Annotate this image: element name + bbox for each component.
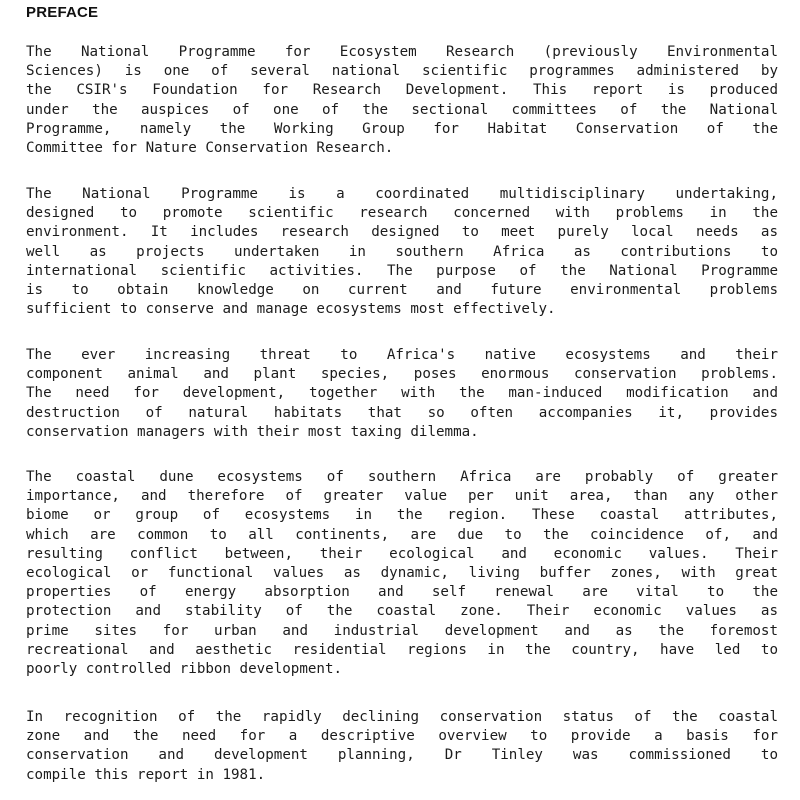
paragraph-line: conservation managers with their most taxing dilemma. <box>26 423 479 440</box>
paragraph-line: sufficient to conserve and manage ecosystems most effectively. <box>26 301 556 318</box>
paragraph-3 <box>26 346 778 442</box>
paragraph-line: importance, and therefore of greater value per unit area, than any other <box>26 488 778 505</box>
paragraph-line: biome or group of ecosystems in the region. These coastal attributes, <box>26 507 778 524</box>
paragraph-line: conservation and development planning, Dr Tinley was commissioned to <box>26 747 778 764</box>
paragraph-line: In recognition of the rapidly declining conservation status of the coastal <box>26 709 778 725</box>
paragraph-line: protection and stability of the coastal zone. Their economic values as <box>26 603 778 620</box>
paragraph-line: The need for development, together with the man-induced modification and <box>26 385 778 402</box>
paragraph-line: recreational and aesthetic residential regions in the country, have led to <box>26 641 778 658</box>
paragraph-5 <box>26 708 778 785</box>
paragraph-line: is to obtain knowledge on current and future environmental problems <box>26 281 778 298</box>
paragraph-line: The National Programme for Ecosystem Research (previously Environmental <box>26 44 778 60</box>
paragraph-line: prime sites for urban and industrial development and as the foremost <box>26 622 778 639</box>
paragraph-4 <box>26 468 778 679</box>
paragraph-line: under the auspices of one of the sectional committees of the National <box>26 101 778 118</box>
preface-heading: PREFACE <box>26 4 99 21</box>
paragraph-line: which are common to all continents, are due to the coincidence of, and <box>26 526 778 543</box>
paragraph-line: the CSIR's Foundation for Research Development. This report is produced <box>26 82 778 99</box>
paragraph-line: well as projects undertaken in southern Africa as contributions to <box>26 243 778 260</box>
paragraph-line: designed to promote scientific research concerned with problems in the <box>26 205 778 222</box>
paragraph-line: Committee for Nature Conservation Research. <box>26 139 394 156</box>
paragraph-line: destruction of natural habitats that so often accompanies it, provides <box>26 404 778 421</box>
paragraph-line: zone and the need for a descriptive overview to provide a basis for <box>26 728 778 745</box>
paragraph-1 <box>26 43 778 158</box>
paragraph-line: international scientific activities. The purpose of the National Programme <box>26 262 778 279</box>
paragraph-line: Programme, namely the Working Group for Habitat Conservation of the <box>26 120 778 137</box>
paragraph-line: The ever increasing threat to Africa's native ecosystems and their <box>26 347 778 363</box>
paragraph-line: poorly controlled ribbon development. <box>26 660 343 677</box>
paragraph-line: ecological or functional values as dynamic, living buffer zones, with great <box>26 564 778 581</box>
paragraph-line: compile this report in 1981. <box>26 766 266 783</box>
paragraph-line: resulting conflict between, their ecological and economic values. Their <box>26 545 778 562</box>
paragraph-line: properties of energy absorption and self renewal are vital to the <box>26 584 778 601</box>
paragraph-line: component animal and plant species, poses enormous conservation problems. <box>26 366 778 383</box>
paragraph-line: The National Programme is a coordinated multidisciplinary undertaking, <box>26 186 778 202</box>
paragraph-line: environment. It includes research designed to meet purely local needs as <box>26 224 778 241</box>
paragraph-line: Sciences) is one of several national scientific programmes administered by <box>26 63 778 80</box>
paragraph-2 <box>26 185 778 319</box>
paragraph-line: The coastal dune ecosystems of southern Africa are probably of greater <box>26 469 778 485</box>
document-page <box>26 0 778 800</box>
